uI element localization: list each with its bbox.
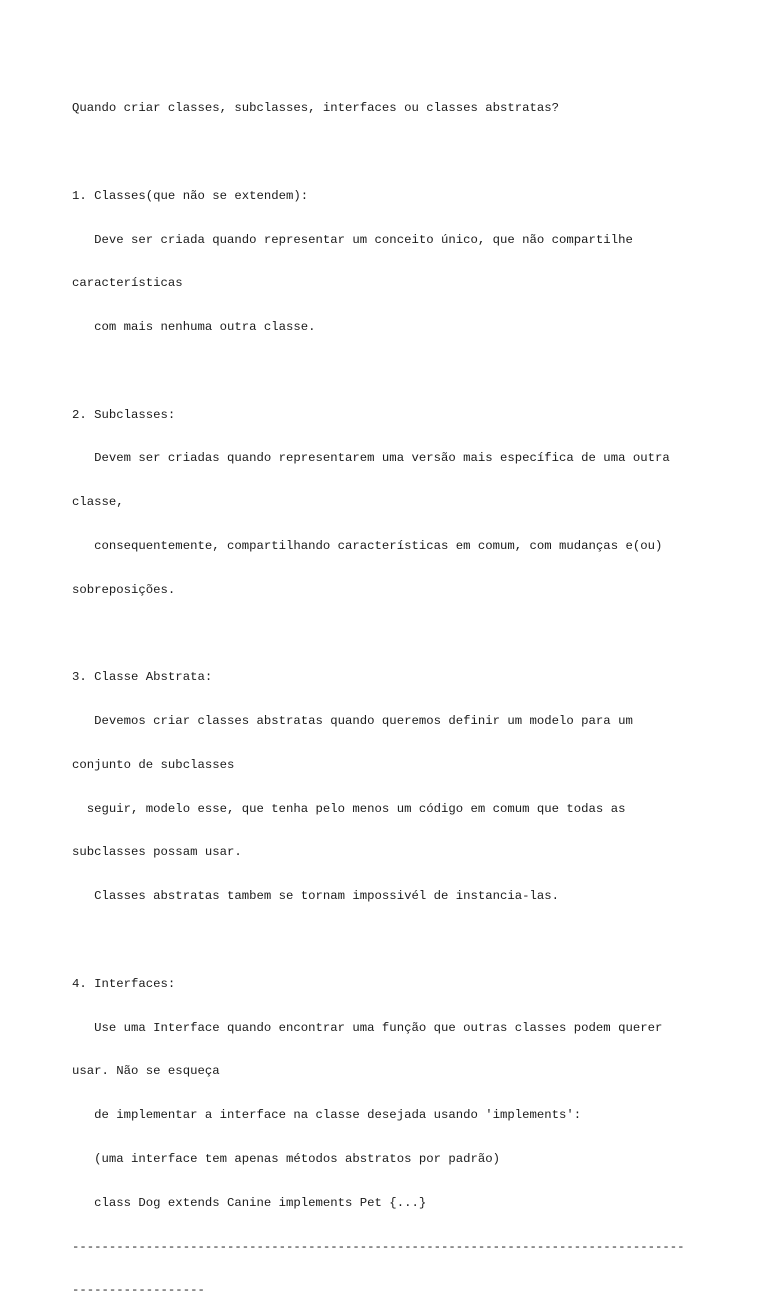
- document-page: [72, 72, 712, 1312]
- text-line: classe,: [72, 495, 124, 510]
- divider-line: -----------------------------------------------------------------------------------: [72, 1239, 685, 1254]
- blank-line: [72, 933, 712, 948]
- text-line: Devem ser criadas quando representarem uma versão mais específica de uma outra: [72, 451, 670, 466]
- code-example-line: class Dog extends Canine implements Pet {...}: [72, 1195, 427, 1210]
- divider-line: ------------------: [72, 1283, 205, 1298]
- text-line: consequentemente, compartilhando características em comum, com mudanças e(ou): [72, 539, 663, 553]
- text-line: conjunto de subclasses: [72, 757, 235, 772]
- section-heading-subclasses: 2. Subclasses:: [72, 407, 176, 422]
- text-line: subclasses possam usar.: [72, 845, 242, 860]
- section-heading-abstract-class: 3. Classe Abstrata:: [72, 670, 213, 685]
- text-line: características: [72, 276, 183, 291]
- text-line: seguir, modelo esse, que tenha pelo menos um código em comum que todas as: [72, 801, 626, 816]
- text-line: usar. Não se esqueça: [72, 1064, 220, 1079]
- text-line: Deve ser criada quando representar um conceito único, que não compartilhe: [72, 232, 633, 247]
- section-heading-classes: 1. Classes(que não se extendem):: [72, 188, 309, 203]
- text-line: de implementar a interface na classe desejada usando 'implements':: [72, 1108, 582, 1123]
- section-heading-interfaces: 4. Interfaces:: [72, 976, 176, 991]
- blank-line: [72, 627, 712, 642]
- text-line: com mais nenhuma outra classe.: [72, 320, 316, 335]
- text-line: Use uma Interface quando encontrar uma função que outras classes podem querer: [72, 1020, 663, 1035]
- text-line: Classes abstratas tambem se tornam impossivél de instancia-las.: [72, 889, 560, 904]
- text-line: sobreposições.: [72, 582, 176, 597]
- blank-line: [72, 364, 712, 379]
- text-line: Devemos criar classes abstratas quando queremos definir um modelo para um: [72, 714, 633, 729]
- document-title: Quando criar classes, subclasses, interfaces ou classes abstratas?: [72, 101, 560, 116]
- blank-line: [72, 145, 712, 160]
- text-line: (uma interface tem apenas métodos abstratos por padrão): [72, 1151, 501, 1166]
